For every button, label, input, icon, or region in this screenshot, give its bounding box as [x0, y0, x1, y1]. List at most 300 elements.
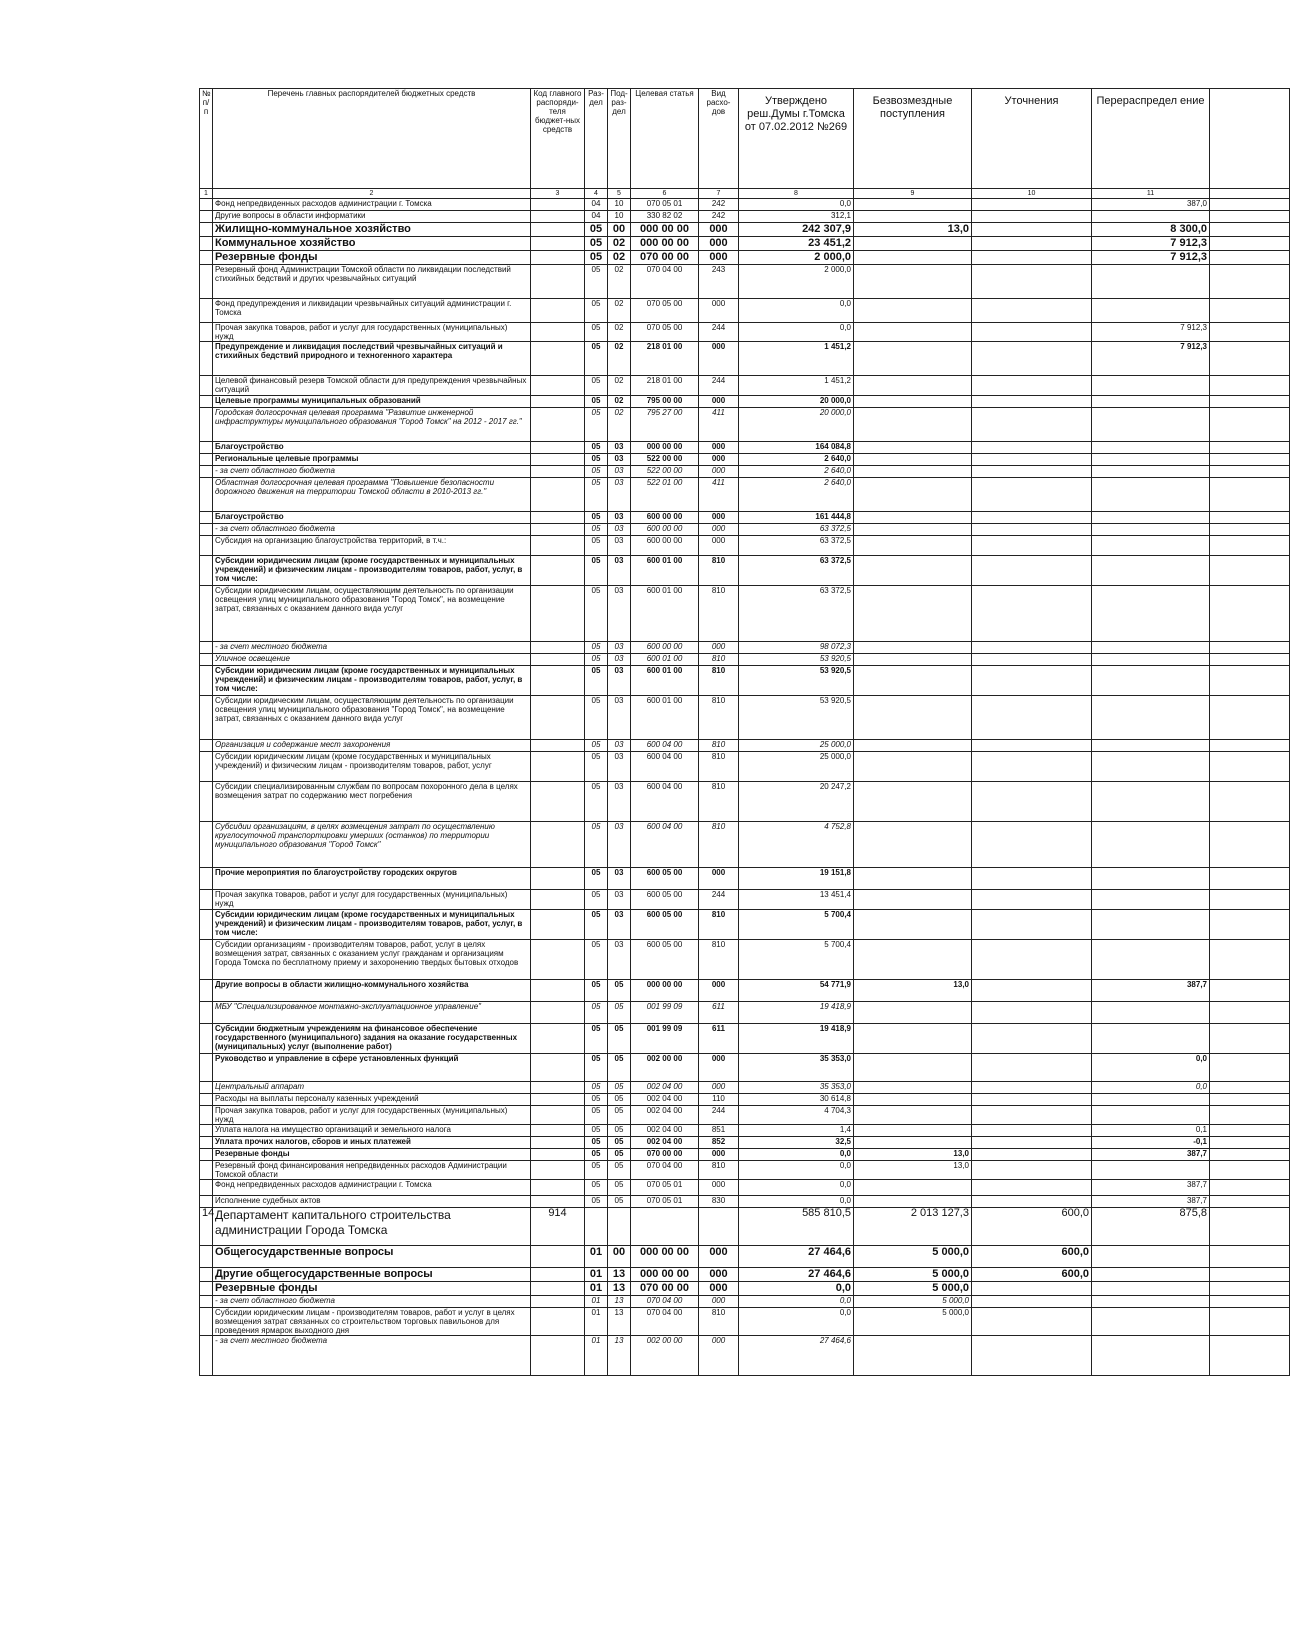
row-razdel-cell: 05: [585, 376, 608, 396]
column-number: 7: [699, 189, 739, 199]
row-free-cell: 2 013 127,3: [854, 1208, 972, 1246]
row-approved-cell: 35 353,0: [739, 1082, 854, 1094]
row-name-cell: Предупреждение и ликвидация последствий чрезвычайных ситуаций и стихийных бедствий природного и техногенного характера: [213, 342, 531, 376]
row-refine-cell: [972, 752, 1092, 782]
row-name-cell: Резервные фонды: [213, 1282, 531, 1296]
row-code-cell: [531, 1180, 585, 1196]
row-podrazdel-cell: 03: [608, 910, 631, 940]
row-name-cell: - за счет местного бюджета: [213, 642, 531, 654]
col-approved-header: Утверждено реш.Думы г.Томска от 07.02.2012 №269: [739, 89, 854, 189]
row-refine-cell: [972, 1282, 1092, 1296]
row-razdel-cell: 01: [585, 1308, 608, 1336]
row-name-cell: - за счет областного бюджета: [213, 524, 531, 536]
row-redistr-cell: [1092, 1246, 1210, 1268]
row-index-cell: [200, 237, 213, 251]
row-razdel-cell: 05: [585, 1094, 608, 1106]
row-approved-cell: 0,0: [739, 1308, 854, 1336]
row-index-cell: [200, 323, 213, 342]
row-extra-cell: [1210, 1268, 1290, 1282]
row-extra-cell: [1210, 323, 1290, 342]
row-redistr-cell: [1092, 1336, 1210, 1376]
row-target-cell: 600 05 00: [631, 940, 699, 980]
row-refine-cell: [972, 454, 1092, 466]
row-code-cell: [531, 910, 585, 940]
row-refine-cell: [972, 910, 1092, 940]
row-podrazdel-cell: 13: [608, 1282, 631, 1296]
row-code-cell: [531, 1094, 585, 1106]
row-index-cell: [200, 1268, 213, 1282]
row-approved-cell: 1 451,2: [739, 342, 854, 376]
row-index-cell: [200, 299, 213, 323]
row-extra-cell: [1210, 1336, 1290, 1376]
col-refine-header: Уточнения: [972, 89, 1092, 189]
row-target-cell: 070 05 00: [631, 323, 699, 342]
row-refine-cell: [972, 524, 1092, 536]
row-redistr-cell: [1092, 442, 1210, 454]
row-podrazdel-cell: 03: [608, 752, 631, 782]
row-target-cell: 002 04 00: [631, 1125, 699, 1137]
row-name-cell: Исполнение судебных актов: [213, 1196, 531, 1208]
row-target-cell: 600 01 00: [631, 586, 699, 642]
table-row: [200, 910, 1290, 940]
row-redistr-cell: 387,7: [1092, 1149, 1210, 1161]
row-code-cell: [531, 376, 585, 396]
row-redistr-cell: [1092, 586, 1210, 642]
table-row: [200, 782, 1290, 822]
row-target-cell: 522 00 00: [631, 454, 699, 466]
table-row: [200, 299, 1290, 323]
row-target-cell: 000 00 00: [631, 442, 699, 454]
row-redistr-cell: [1092, 666, 1210, 696]
row-redistr-cell: [1092, 376, 1210, 396]
row-podrazdel-cell: 03: [608, 536, 631, 556]
row-index-cell: [200, 1094, 213, 1106]
row-redistr-cell: [1092, 1024, 1210, 1054]
row-vid-cell: 810: [699, 740, 739, 752]
row-podrazdel-cell: 03: [608, 782, 631, 822]
row-redistr-cell: [1092, 910, 1210, 940]
row-free-cell: [854, 642, 972, 654]
row-extra-cell: [1210, 1161, 1290, 1180]
row-refine-cell: [972, 1024, 1092, 1054]
row-extra-cell: [1210, 740, 1290, 752]
row-podrazdel-cell: 03: [608, 890, 631, 910]
row-index-cell: [200, 1024, 213, 1054]
row-refine-cell: [972, 512, 1092, 524]
row-extra-cell: [1210, 1054, 1290, 1082]
table-row: [200, 822, 1290, 868]
row-razdel-cell: 05: [585, 642, 608, 654]
row-podrazdel-cell: 02: [608, 323, 631, 342]
row-razdel-cell: 04: [585, 199, 608, 211]
row-extra-cell: [1210, 265, 1290, 299]
row-vid-cell: 110: [699, 1094, 739, 1106]
row-vid-cell: 000: [699, 1054, 739, 1082]
row-code-cell: [531, 1054, 585, 1082]
row-approved-cell: 53 920,5: [739, 696, 854, 740]
table-row: [200, 1106, 1290, 1125]
row-free-cell: [854, 454, 972, 466]
row-redistr-cell: 7 912,3: [1092, 237, 1210, 251]
row-approved-cell: 164 084,8: [739, 442, 854, 454]
row-code-cell: [531, 478, 585, 512]
row-free-cell: [854, 265, 972, 299]
row-name-cell: - за счет областного бюджета: [213, 466, 531, 478]
row-index-cell: [200, 342, 213, 376]
row-approved-cell: 35 353,0: [739, 1054, 854, 1082]
row-refine-cell: 600,0: [972, 1246, 1092, 1268]
row-index-cell: [200, 696, 213, 740]
row-code-cell: [531, 1125, 585, 1137]
row-razdel-cell: 05: [585, 251, 608, 265]
row-podrazdel-cell: 03: [608, 524, 631, 536]
row-code-cell: [531, 890, 585, 910]
row-extra-cell: [1210, 237, 1290, 251]
row-name-cell: Прочая закупка товаров, работ и услуг для государственных (муниципальных) нужд: [213, 323, 531, 342]
row-razdel-cell: 05: [585, 478, 608, 512]
row-vid-cell: 000: [699, 251, 739, 265]
row-code-cell: [531, 1149, 585, 1161]
row-name-cell: Субсидии юридическим лицам (кроме государственных и муниципальных учреждений) и физическим лицам - производителям товаров, работ, услуг, в том числе:: [213, 910, 531, 940]
row-free-cell: 13,0: [854, 1161, 972, 1180]
row-approved-cell: 4 752,8: [739, 822, 854, 868]
row-razdel-cell: 05: [585, 512, 608, 524]
row-redistr-cell: 7 912,3: [1092, 251, 1210, 265]
row-target-cell: 600 00 00: [631, 524, 699, 536]
table-row: [200, 1161, 1290, 1180]
row-index-cell: [200, 782, 213, 822]
row-redistr-cell: [1092, 696, 1210, 740]
row-code-cell: [531, 642, 585, 654]
row-podrazdel-cell: 02: [608, 299, 631, 323]
row-razdel-cell: 05: [585, 223, 608, 237]
row-extra-cell: [1210, 1137, 1290, 1149]
row-razdel-cell: 05: [585, 524, 608, 536]
row-target-cell: 070 05 01: [631, 199, 699, 211]
row-refine-cell: [972, 1149, 1092, 1161]
row-approved-cell: 0,0: [739, 1149, 854, 1161]
table-row: [200, 408, 1290, 442]
row-redistr-cell: [1092, 1296, 1210, 1308]
row-vid-cell: 000: [699, 442, 739, 454]
row-free-cell: [854, 1082, 972, 1094]
row-name-cell: Прочие мероприятия по благоустройству городских округов: [213, 868, 531, 890]
row-redistr-cell: [1092, 524, 1210, 536]
row-free-cell: [854, 654, 972, 666]
row-redistr-cell: [1092, 265, 1210, 299]
row-refine-cell: [972, 1125, 1092, 1137]
row-vid-cell: 810: [699, 654, 739, 666]
row-refine-cell: [972, 223, 1092, 237]
row-free-cell: [854, 512, 972, 524]
row-redistr-cell: [1092, 1094, 1210, 1106]
row-free-cell: [854, 237, 972, 251]
row-razdel-cell: 05: [585, 940, 608, 980]
col-vid-header: Вид расхо-дов: [699, 89, 739, 189]
row-vid-cell: 000: [699, 1296, 739, 1308]
row-redistr-cell: [1092, 396, 1210, 408]
row-approved-cell: 0,0: [739, 1296, 854, 1308]
table-row: [200, 890, 1290, 910]
table-row: [200, 442, 1290, 454]
row-extra-cell: [1210, 666, 1290, 696]
row-index-cell: [200, 408, 213, 442]
row-index-cell: [200, 654, 213, 666]
row-name-cell: - за счет областного бюджета: [213, 1296, 531, 1308]
table-row: [200, 211, 1290, 223]
row-free-cell: [854, 1180, 972, 1196]
row-approved-cell: 4 704,3: [739, 1106, 854, 1125]
row-razdel-cell: 01: [585, 1268, 608, 1282]
row-target-cell: 600 04 00: [631, 752, 699, 782]
row-code-cell: [531, 1161, 585, 1180]
col-redistr-header: Перераспредел ение: [1092, 89, 1210, 189]
row-free-cell: [854, 1094, 972, 1106]
row-refine-cell: [972, 868, 1092, 890]
row-free-cell: [854, 299, 972, 323]
row-approved-cell: 20 247,2: [739, 782, 854, 822]
row-name-cell: Субсидии юридическим лицам (кроме государственных и муниципальных учреждений) и физическим лицам - производителям товаров, работ, услуг, в том числе:: [213, 556, 531, 586]
row-refine-cell: [972, 890, 1092, 910]
row-code-cell: [531, 396, 585, 408]
row-extra-cell: [1210, 342, 1290, 376]
table-row: [200, 1149, 1290, 1161]
column-number: 4: [585, 189, 608, 199]
row-name-cell: - за счет местного бюджета: [213, 1336, 531, 1376]
row-index-cell: [200, 442, 213, 454]
row-podrazdel-cell: 02: [608, 342, 631, 376]
column-number: 8: [739, 189, 854, 199]
column-number: 11: [1092, 189, 1210, 199]
row-target-cell: 600 04 00: [631, 782, 699, 822]
row-vid-cell: 611: [699, 1002, 739, 1024]
row-approved-cell: 30 614,8: [739, 1094, 854, 1106]
row-approved-cell: 2 640,0: [739, 466, 854, 478]
table-row: [200, 1208, 1290, 1246]
col-name-header: Перечень главных распорядителей бюджетных средств: [213, 89, 531, 189]
row-vid-cell: 000: [699, 1082, 739, 1094]
row-free-cell: [854, 868, 972, 890]
row-extra-cell: [1210, 1180, 1290, 1196]
row-refine-cell: [972, 1002, 1092, 1024]
row-redistr-cell: [1092, 454, 1210, 466]
table-row: [200, 466, 1290, 478]
row-extra-cell: [1210, 1002, 1290, 1024]
row-razdel-cell: 05: [585, 868, 608, 890]
row-refine-cell: [972, 376, 1092, 396]
row-approved-cell: 19 418,9: [739, 1024, 854, 1054]
row-target-cell: 000 00 00: [631, 1246, 699, 1268]
row-target-cell: 070 04 00: [631, 1296, 699, 1308]
row-razdel-cell: 05: [585, 910, 608, 940]
row-redistr-cell: [1092, 536, 1210, 556]
row-index-cell: [200, 1196, 213, 1208]
row-code-cell: [531, 740, 585, 752]
row-index-cell: [200, 666, 213, 696]
row-refine-cell: [972, 251, 1092, 265]
row-name-cell: Уличное освещение: [213, 654, 531, 666]
row-index-cell: 14: [200, 1208, 213, 1246]
table-row: [200, 223, 1290, 237]
row-approved-cell: 27 464,6: [739, 1336, 854, 1376]
row-name-cell: Резервный фонд Администрации Томской области по ликвидации последствий стихийных бедствий и других чрезвычайных ситуаций: [213, 265, 531, 299]
row-code-cell: [531, 223, 585, 237]
table-row: [200, 1054, 1290, 1082]
row-extra-cell: [1210, 642, 1290, 654]
row-target-cell: 002 04 00: [631, 1106, 699, 1125]
row-code-cell: [531, 1106, 585, 1125]
table-row: [200, 1125, 1290, 1137]
row-name-cell: МБУ "Специализированное монтажно-эксплуатационное управление": [213, 1002, 531, 1024]
row-redistr-cell: [1092, 654, 1210, 666]
row-index-cell: [200, 478, 213, 512]
row-index-cell: [200, 940, 213, 980]
row-extra-cell: [1210, 512, 1290, 524]
row-code-cell: [531, 323, 585, 342]
row-target-cell: 002 04 00: [631, 1137, 699, 1149]
row-extra-cell: [1210, 980, 1290, 1002]
row-refine-cell: [972, 265, 1092, 299]
row-name-cell: Городская долгосрочная целевая программа "Развитие инженерной инфраструктуры муниципального образования "Город Томск" на 2012 - 2017 гг.": [213, 408, 531, 442]
budget-sheet: [199, 88, 1275, 1376]
row-index-cell: [200, 642, 213, 654]
row-redistr-cell: [1092, 1002, 1210, 1024]
row-approved-cell: 0,0: [739, 199, 854, 211]
row-redistr-cell: [1092, 466, 1210, 478]
row-approved-cell: 0,0: [739, 1282, 854, 1296]
table-row: [200, 512, 1290, 524]
column-number: 9: [854, 189, 972, 199]
row-index-cell: [200, 1125, 213, 1137]
row-vid-cell: 810: [699, 696, 739, 740]
row-extra-cell: [1210, 211, 1290, 223]
column-number-row: [200, 189, 1290, 199]
row-redistr-cell: [1092, 642, 1210, 654]
row-redistr-cell: [1092, 408, 1210, 442]
row-refine-cell: [972, 1137, 1092, 1149]
row-index-cell: [200, 396, 213, 408]
row-index-cell: [200, 1149, 213, 1161]
table-row: [200, 666, 1290, 696]
row-free-cell: 13,0: [854, 980, 972, 1002]
row-vid-cell: 244: [699, 323, 739, 342]
row-redistr-cell: -0,1: [1092, 1137, 1210, 1149]
row-podrazdel-cell: 03: [608, 666, 631, 696]
row-razdel-cell: 04: [585, 211, 608, 223]
row-free-cell: [854, 478, 972, 512]
row-code-cell: [531, 1336, 585, 1376]
row-refine-cell: [972, 1296, 1092, 1308]
row-extra-cell: [1210, 376, 1290, 396]
table-row: [200, 642, 1290, 654]
row-name-cell: Руководство и управление в сфере установленных функций: [213, 1054, 531, 1082]
row-target-cell: 600 01 00: [631, 654, 699, 666]
row-podrazdel-cell: 05: [608, 1082, 631, 1094]
row-vid-cell: 244: [699, 1106, 739, 1125]
row-code-cell: [531, 752, 585, 782]
row-free-cell: [854, 1336, 972, 1376]
row-redistr-cell: 387,7: [1092, 1196, 1210, 1208]
row-podrazdel-cell: 03: [608, 466, 631, 478]
row-razdel-cell: 01: [585, 1296, 608, 1308]
row-free-cell: [854, 752, 972, 782]
row-podrazdel-cell: 03: [608, 442, 631, 454]
table-row: [200, 740, 1290, 752]
row-extra-cell: [1210, 454, 1290, 466]
row-name-cell: Субсидии юридическим лицам (кроме государственных и муниципальных учреждений) и физическим лицам - производителям товаров, работ, услуг: [213, 752, 531, 782]
row-name-cell: Субсидии специализированным службам по вопросам похоронного дела в целях возмещения затрат по содержанию мест погребения: [213, 782, 531, 822]
row-name-cell: Центральный аппарат: [213, 1082, 531, 1094]
row-podrazdel-cell: 03: [608, 696, 631, 740]
row-redistr-cell: [1092, 752, 1210, 782]
row-razdel-cell: 05: [585, 1002, 608, 1024]
row-index-cell: [200, 868, 213, 890]
row-free-cell: [854, 666, 972, 696]
row-podrazdel-cell: 13: [608, 1268, 631, 1282]
row-target-cell: 600 00 00: [631, 512, 699, 524]
row-podrazdel-cell: 02: [608, 265, 631, 299]
row-refine-cell: [972, 740, 1092, 752]
row-vid-cell: 242: [699, 211, 739, 223]
row-redistr-cell: [1092, 740, 1210, 752]
row-code-cell: [531, 342, 585, 376]
row-podrazdel-cell: 13: [608, 1336, 631, 1376]
row-vid-cell: 000: [699, 1246, 739, 1268]
row-target-cell: 522 01 00: [631, 478, 699, 512]
row-refine-cell: 600,0: [972, 1268, 1092, 1282]
row-index-cell: [200, 752, 213, 782]
row-index-cell: [200, 910, 213, 940]
table-row: [200, 1082, 1290, 1094]
row-approved-cell: 2 640,0: [739, 478, 854, 512]
row-free-cell: [854, 536, 972, 556]
row-razdel-cell: 05: [585, 454, 608, 466]
row-target-cell: 600 00 00: [631, 536, 699, 556]
row-code-cell: [531, 1296, 585, 1308]
row-approved-cell: 54 771,9: [739, 980, 854, 1002]
row-extra-cell: [1210, 251, 1290, 265]
row-target-cell: 000 00 00: [631, 980, 699, 1002]
row-index-cell: [200, 1296, 213, 1308]
row-approved-cell: 0,0: [739, 1196, 854, 1208]
header-row: [200, 89, 1290, 189]
row-name-cell: Прочая закупка товаров, работ и услуг для государственных (муниципальных) нужд: [213, 1106, 531, 1125]
col-podrazdel-header: Под-раз-дел: [608, 89, 631, 189]
table-row: [200, 1296, 1290, 1308]
row-code-cell: 914: [531, 1208, 585, 1246]
row-refine-cell: [972, 466, 1092, 478]
row-podrazdel-cell: 03: [608, 868, 631, 890]
row-target-cell: 070 00 00: [631, 1149, 699, 1161]
row-extra-cell: [1210, 199, 1290, 211]
row-approved-cell: 2 000,0: [739, 265, 854, 299]
row-code-cell: [531, 586, 585, 642]
row-vid-cell: 810: [699, 556, 739, 586]
row-free-cell: [854, 586, 972, 642]
row-razdel-cell: 05: [585, 822, 608, 868]
row-refine-cell: [972, 1308, 1092, 1336]
row-target-cell: 330 82 02: [631, 211, 699, 223]
row-code-cell: [531, 782, 585, 822]
row-extra-cell: [1210, 654, 1290, 666]
row-podrazdel-cell: 02: [608, 408, 631, 442]
table-row: [200, 1180, 1290, 1196]
row-extra-cell: [1210, 1082, 1290, 1094]
row-target-cell: 001 99 09: [631, 1024, 699, 1054]
row-vid-cell: 411: [699, 408, 739, 442]
table-row: [200, 1308, 1290, 1336]
row-approved-cell: 63 372,5: [739, 524, 854, 536]
